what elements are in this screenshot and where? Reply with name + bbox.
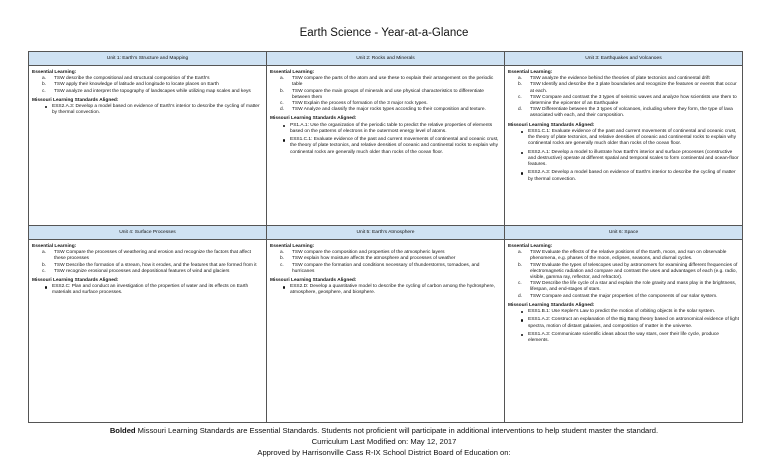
- essential-learning-item: [508, 263, 739, 282]
- standard-item: [270, 137, 501, 156]
- essential-learning-heading: Essential Learning:: [32, 244, 77, 249]
- item-text: TSW apply their knowledge of latitude and longitude to locate places on Earth: [54, 82, 219, 88]
- essential-learning-list: [508, 250, 739, 300]
- page-title: Earth Science - Year-at-a-Glance: [299, 27, 469, 39]
- unit-1-header: Unit 1: Earth's Structure and Mapping: [29, 52, 267, 66]
- essential-learning-item: [508, 95, 739, 107]
- item-letter: b.: [518, 82, 523, 88]
- standard-item: [270, 123, 501, 135]
- essential-learning-heading: Essential Learning:: [270, 70, 315, 75]
- item-letter: d.: [518, 293, 523, 299]
- essential-learning-list: [32, 76, 263, 95]
- bullet-icon: [521, 152, 523, 154]
- standard-text: ESS2.D: Develop a quantitative model to describe the cycling of carbon among the hydrosphere, atmosphere, geosphere, and biosphere.: [290, 284, 496, 296]
- essential-learning-item: [32, 250, 263, 262]
- header-row-2: [29, 226, 743, 240]
- item-text: TSW compare the main groups of minerals and use physical characteristics to differentiate between them: [292, 88, 484, 100]
- item-letter: b.: [42, 82, 47, 88]
- unit-6-content: [505, 240, 743, 423]
- essential-learning-item: [508, 107, 739, 119]
- standard-item: [32, 104, 263, 116]
- bullet-icon: [45, 286, 47, 288]
- standard-item: [270, 284, 501, 296]
- item-text: TSW Identify and describe the 3 plate boundaries and recognize the features or events that occur at each.: [530, 82, 737, 94]
- essential-learning-heading: Essential Learning:: [270, 244, 315, 249]
- item-letter: d.: [518, 107, 523, 113]
- standards-heading: Missouri Learning Standards Aligned:: [32, 278, 119, 284]
- standard-item: [508, 150, 739, 169]
- standard-item: [508, 309, 739, 315]
- item-text: TSW compare the formation and conditions necessary of thunderstorms, tornadoes, and hurricanes: [292, 262, 480, 274]
- item-text: TSW analyze and interpret the topography of landscapes while utilizing map scales and keys: [54, 88, 251, 94]
- unit-6-header: Unit 6: Space: [505, 226, 743, 240]
- essential-learning-item: [508, 250, 739, 262]
- bullet-icon: [521, 131, 523, 133]
- footer-approval: Approved by Harrisonville Cass R-IX School District Board of Education on:: [257, 448, 511, 457]
- standard-text: ESS1.C.1: Evaluate evidence of the past and current movements of continental and oceanic crust, the theory of plate tectonics, and relative densities of oceanic and continental rocks to explain why continental rocks are generally much older than rocks of the ocean floor.: [290, 137, 499, 155]
- unit-4-header: Unit 4: Surface Processes: [29, 226, 267, 240]
- item-letter: c.: [42, 88, 46, 94]
- standard-item: [508, 317, 739, 329]
- unit-5-header: Unit 5: Earth's Atmosphere: [267, 226, 505, 240]
- bullet-icon: [45, 106, 47, 108]
- body-row-1: [29, 66, 743, 226]
- essential-learning-item: [508, 294, 739, 300]
- bullet-icon: [283, 125, 285, 127]
- standards-list: [32, 104, 263, 116]
- essential-learning-item: [270, 89, 501, 101]
- item-text: TSW Analyze and classify the major rocks types according to their composition and texture.: [292, 107, 486, 113]
- standards-heading: Missouri Learning Standards Aligned:: [32, 97, 119, 103]
- essential-learning-heading: Essential Learning:: [508, 244, 553, 249]
- bullet-icon: [283, 286, 285, 288]
- essential-learning-heading: Essential Learning:: [508, 70, 553, 75]
- unit-1-content: [29, 66, 267, 226]
- item-letter: b.: [280, 256, 285, 262]
- essential-learning-item: [270, 107, 501, 113]
- standard-text: ESS2.A.3: Develop a model based on evidence of Earth's interior to describe the cycling of matter by thermal convection.: [528, 170, 736, 182]
- essential-learning-list: [508, 76, 739, 119]
- essential-learning-list: [270, 250, 501, 275]
- item-text: TSW Differentiate between the 3 types of volcanoes, including where they form, the type of lava associated with each, and their composition.: [530, 107, 733, 119]
- standards-heading: Missouri Learning Standards Aligned:: [270, 278, 357, 284]
- standard-item: [32, 284, 263, 296]
- item-letter: a.: [518, 76, 523, 82]
- item-text: TSW recognize erosional processes and depositional features of wind and glaciers: [54, 268, 230, 274]
- standard-item: [508, 332, 739, 344]
- standards-heading: Missouri Learning Standards Aligned:: [270, 116, 357, 122]
- essential-learning-item: [32, 269, 263, 275]
- standard-item: [508, 170, 739, 182]
- unit-5-content: [267, 240, 505, 423]
- body-row-2: [29, 240, 743, 423]
- essential-learning-list: [32, 250, 263, 275]
- unit-4-content: [29, 240, 267, 423]
- item-text: TSW Evaluate the effects of the relative positions of the Earth, moon, and sun on observable phenomena, e.g. phases of the moon, eclipses, seasons, and diurnal cycles.: [530, 250, 727, 262]
- item-text: TSW Describe the formation of a stream, how it erodes, and the features that are formed from it: [54, 262, 257, 268]
- bullet-icon: [521, 334, 523, 336]
- header-row-1: [29, 52, 743, 66]
- item-letter: b.: [42, 262, 47, 268]
- item-text: TSW describe the compositional and structural composition of the Earth's: [54, 76, 210, 82]
- essential-learning-heading: Essential Learning:: [32, 70, 77, 75]
- item-text: TSW Explain the process of formation of the 3 major rock types.: [292, 101, 428, 107]
- unit-2-header: Unit 2: Rocks and Minerals: [267, 52, 505, 66]
- item-text: TSW analyze the evidence behind the theories of plate tectonics and continental drift: [530, 76, 710, 82]
- item-letter: a.: [518, 250, 523, 256]
- standards-list: [32, 284, 263, 296]
- standards-heading: Missouri Learning Standards Aligned:: [508, 302, 595, 308]
- item-letter: c.: [42, 268, 46, 274]
- item-letter: a.: [42, 250, 47, 256]
- item-letter: c.: [518, 94, 522, 100]
- bullet-icon: [521, 172, 523, 174]
- item-text: TSW Evaluate the types of telescopes used by astronomers for examining different frequencies of electromagnetic radiation and compare and contrast the uses and advantages of each (e.g. radio, visible, gamma ray, reflector, and refractor).: [530, 262, 738, 281]
- standards-list: [270, 284, 501, 296]
- standards-list: [508, 129, 739, 183]
- item-letter: c.: [280, 262, 284, 268]
- essential-learning-item: [270, 76, 501, 88]
- standards-list: [508, 309, 739, 344]
- item-letter: a.: [42, 76, 47, 82]
- standard-text: ESS1.A.3: Communicate scientific ideas about the way stars, over their life cycle, produce elements.: [528, 332, 719, 344]
- item-letter: c.: [280, 101, 284, 107]
- standard-text: ESS2.C: Plan and conduct an investigation of the properties of water and its effects on Earth materials and surface processes.: [52, 284, 249, 296]
- item-text: TSW Describe the life cycle of a star and explain the role gravity and mass play in the brightness, lifespan, and end-stages of stars.: [530, 281, 737, 293]
- standard-text: ESS2.A.1: Develop a model to illustrate how Earth's interior and surface processes (constructive and destructive) operate at different spatial and temporal scales to form continental and ocean-floor features.: [528, 149, 739, 168]
- bullet-icon: [521, 319, 523, 321]
- item-letter: b.: [280, 88, 285, 94]
- essential-learning-item: [270, 263, 501, 275]
- year-at-a-glance-table: [28, 51, 743, 423]
- essential-learning-item: [32, 89, 263, 95]
- item-text: TSW Compare and contrast the major properties of the components of our solar system.: [530, 293, 718, 299]
- essential-learning-item: [508, 281, 739, 293]
- item-text: TSW Compare and contrast the 3 types of seismic waves and analyze how scientists use them to determine the epicenter of an Earthquake: [530, 94, 737, 107]
- standard-text: ESS1.C.1: Evaluate evidence of the past and current movements of continental and oceanic crust, the theory of plate tectonics, and relative densities of oceanic and continental rocks to explain why continental rocks are generally much older than rocks of the ocean floor.: [528, 128, 737, 147]
- item-letter: a.: [280, 250, 285, 256]
- item-text: TSW Compare the processes of weathering and erosion and recognize the factors that affect these processes: [54, 250, 251, 262]
- footer-note: [0, 426, 768, 437]
- standard-text: ESS1.B.1: Use Kepler's Law to predict the motion of orbiting objects in the solar system.: [528, 309, 716, 315]
- footer-bolded-word: Bolded: [109, 426, 136, 435]
- item-text: TSW compare the composition and properties of the atmospheric layers: [292, 250, 445, 256]
- footer-modified-date: Curriculum Last Modified on: May 12, 2017: [311, 437, 457, 446]
- item-text: TSW compare the parts of the atom and use these to explain their arrangement on the periodic table: [292, 76, 494, 88]
- item-text: TSW explain how moisture affects the atmosphere and processes of weather: [292, 256, 456, 262]
- bullet-icon: [521, 311, 523, 313]
- essential-learning-item: [508, 82, 739, 94]
- standards-list: [270, 123, 501, 156]
- standard-text: PS1.A.1: Use the organization of the periodic table to predict the relative properties of elements based on the patterns of electrons in the outermost energy level of atoms.: [290, 122, 493, 134]
- unit-3-content: [505, 66, 743, 226]
- standard-text: ESS2.A.3: Develop a model based on evidence of Earth's interior to describe the cycling of matter by thermal convection.: [52, 104, 260, 116]
- item-letter: b.: [518, 262, 523, 268]
- item-letter: a.: [280, 76, 285, 82]
- footer-note-text: Missouri Learning Standards are Essential Standards. Students not proficient will participate in additional interventions to help student master the standard.: [135, 426, 659, 435]
- standard-item: [508, 129, 739, 148]
- unit-3-header: Unit 3: Earthquakes and Volcanoes: [505, 52, 743, 66]
- item-letter: d.: [280, 107, 285, 113]
- unit-2-content: [267, 66, 505, 226]
- standard-text: ESS1.A.2: Construct an explanation of the Big Bang theory based on astronomical evidence of light spectra, motion of distant galaxies, and composition of matter in the universe.: [528, 317, 739, 329]
- essential-learning-list: [270, 76, 501, 113]
- standards-heading: Missouri Learning Standards Aligned:: [508, 122, 595, 128]
- bullet-icon: [283, 139, 285, 141]
- item-letter: c.: [518, 281, 522, 287]
